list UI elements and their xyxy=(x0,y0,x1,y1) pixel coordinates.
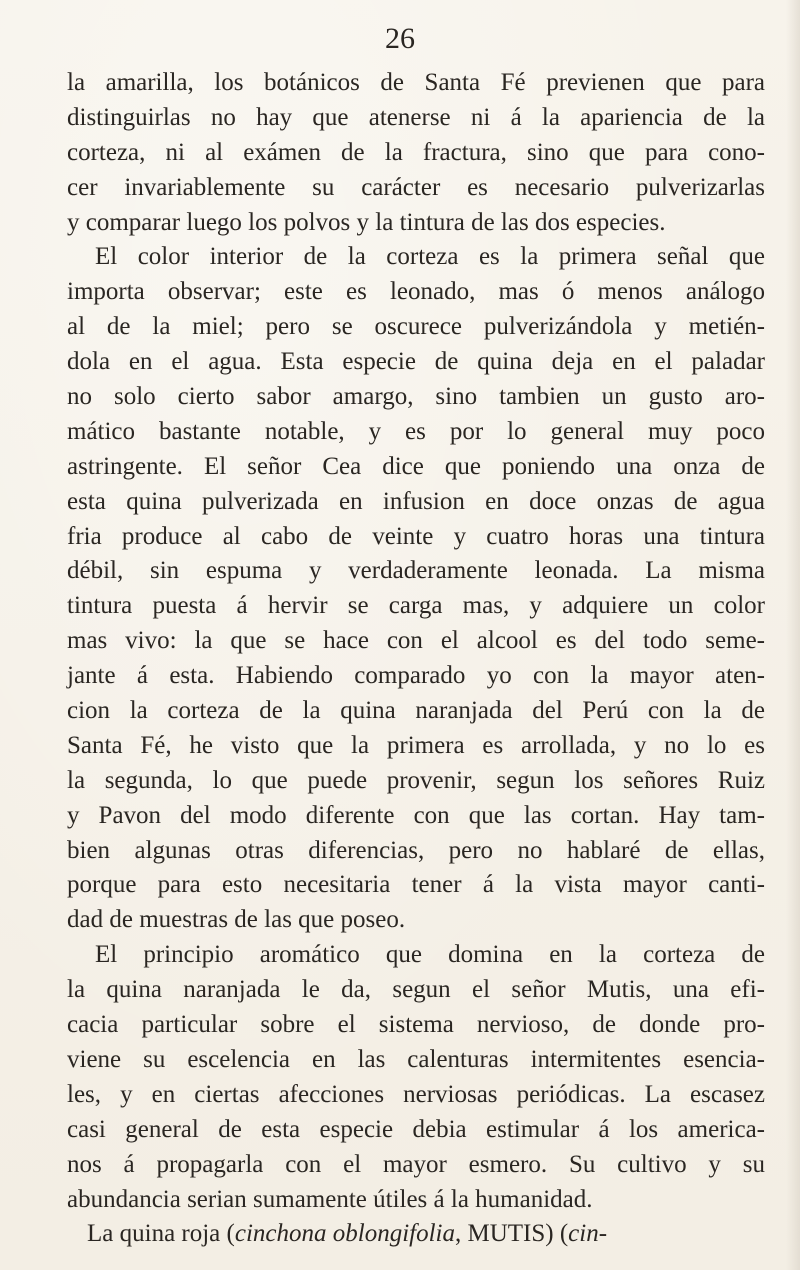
text-line: dad de muestras de las que poseo. xyxy=(67,906,406,934)
paragraph-start-line: El principio aromático que domina en la corteza de xyxy=(95,941,765,969)
text-line: tintura puesta á hervir se carga mas, y adquiere un color xyxy=(67,592,765,620)
paragraph-start-line: El color interior de la corteza es la primera señal que xyxy=(95,243,765,271)
text-line: dola en el agua. Esta especie de quina deja en el paladar xyxy=(67,348,765,376)
text-line: y Pavon del modo diferente con que las cortan. Hay tam- xyxy=(67,801,765,829)
text-line: astringente. El señor Cea dice que poniendo una onza de xyxy=(67,452,765,480)
text-line: distinguirlas no hay que atenerse ni á la apariencia de la xyxy=(67,103,765,131)
text-line: porque para esto necesitaria tener á la vista mayor canti- xyxy=(67,871,765,899)
body-text xyxy=(67,66,765,1252)
text-run: , MUTIS) ( xyxy=(454,1220,569,1248)
text-line: abundancia serian sumamente útiles á la humanidad. xyxy=(67,1185,593,1213)
text-line: débil, sin espuma y verdaderamente leonada. La misma xyxy=(67,557,765,585)
text-run: La quina roja ( xyxy=(87,1220,235,1248)
text-line: cer invariablemente su carácter es necesario pulverizarlas xyxy=(67,173,765,201)
text-line: y comparar luego los polvos y la tintura de las dos especies. xyxy=(67,208,666,236)
text-line: la quina naranjada le da, segun el señor Mutis, una efi- xyxy=(67,976,765,1004)
text-line: corteza, ni al exámen de la fractura, sino que para cono- xyxy=(67,138,765,166)
text-line: fria produce al cabo de veinte y cuatro horas una tintura xyxy=(67,522,765,550)
text-line: cion la corteza de la quina naranjada del Perú con la de xyxy=(67,697,765,725)
italic-word-fragment: cin- xyxy=(568,1220,608,1248)
text-line: casi general de esta especie debia estimular á los america- xyxy=(67,1115,765,1143)
text-line: Santa Fé, he visto que la primera es arrollada, y no lo es xyxy=(67,731,765,759)
text-line: al de la miel; pero se oscurece pulverizándola y metién- xyxy=(67,313,765,341)
text-line: bien algunas otras diferencias, pero no hablaré de ellas, xyxy=(67,836,765,864)
text-line: esta quina pulverizada en infusion en doce onzas de agua xyxy=(67,487,765,515)
text-line: la amarilla, los botánicos de Santa Fé previenen que para xyxy=(67,69,765,96)
text-line: importa observar; este es leonado, mas ó menos análogo xyxy=(67,278,765,306)
paragraph-start-line xyxy=(67,1217,765,1252)
italic-species-name: cinchona oblongifolia xyxy=(234,1220,455,1248)
text-line: cacia particular sobre el sistema nervioso, de donde pro- xyxy=(67,1011,765,1039)
text-line: les, y en ciertas afecciones nerviosas periódicas. La escasez xyxy=(67,1080,765,1108)
page-edge-shadow xyxy=(786,0,800,1270)
page-number: 26 xyxy=(385,22,415,55)
text-line: la segunda, lo que puede provenir, segun los señores Ruiz xyxy=(67,766,765,794)
text-line: no solo cierto sabor amargo, sino tambien un gusto aro- xyxy=(67,383,765,411)
text-line: mático bastante notable, y es por lo general muy poco xyxy=(67,417,765,445)
text-line: mas vivo: la que se hace con el alcool es del todo seme- xyxy=(67,627,765,655)
text-line: jante á esta. Habiendo comparado yo con la mayor aten- xyxy=(67,662,765,690)
text-line: viene su escelencia en las calenturas intermitentes esencia- xyxy=(67,1045,765,1073)
text-line: nos á propagarla con el mayor esmero. Su cultivo y su xyxy=(67,1150,765,1178)
